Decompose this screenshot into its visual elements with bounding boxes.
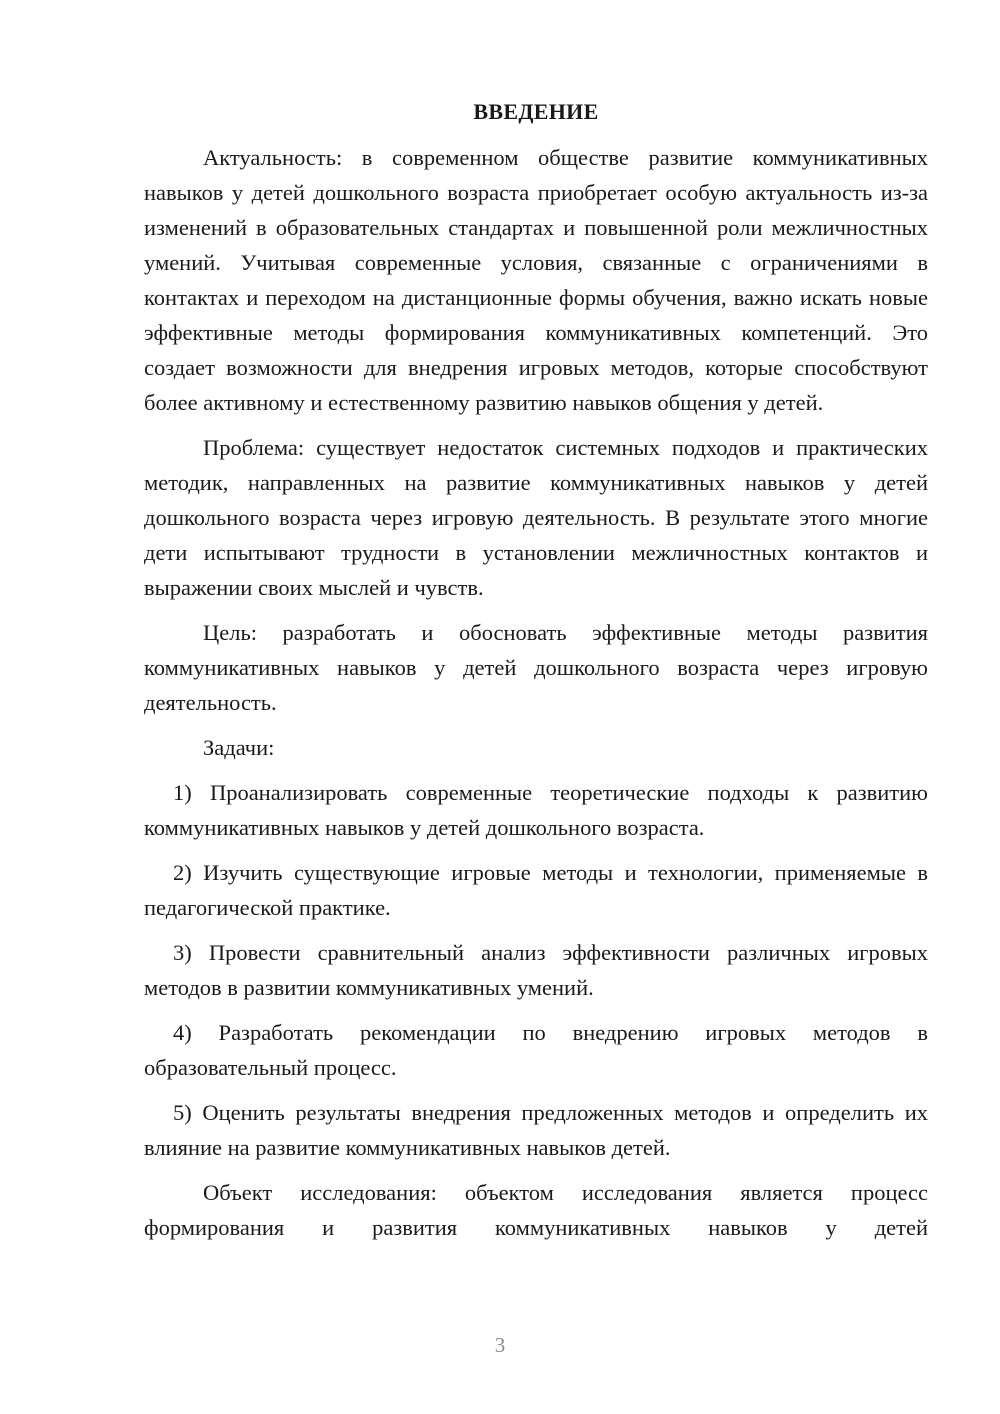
page-number: 3: [494, 1333, 506, 1357]
task-item: 3) Провести сравнительный анализ эффективности различных игровых методов в развитии коммуникативных умений.: [144, 940, 928, 1000]
task-item: 2) Изучить существующие игровые методы и технологии, применяемые в педагогической практике.: [144, 860, 928, 920]
task-item: 4) Разработать рекомендации по внедрению игровых методов в образовательный процесс.: [144, 1020, 928, 1080]
section-title: ВВЕДЕНИЕ: [473, 99, 599, 124]
page-content: [144, 94, 928, 1255]
tasks-heading: Задачи:: [203, 735, 275, 760]
task-item: 1) Проанализировать современные теоретические подходы к развитию коммуникативных навыков у детей дошкольного возраста.: [144, 780, 928, 840]
task-item: 5) Оценить результаты внедрения предложенных методов и определить их влияние на развитие коммуникативных навыков детей.: [144, 1100, 928, 1160]
object-paragraph: Объект исследования: объектом исследования является процесс формирования и развития коммуникативных навыков у детей: [144, 1180, 928, 1240]
relevance-paragraph: Актуальность: в современном обществе развитие коммуникативных навыков у детей дошкольного возраста приобретает особую актуальность из-за изменений в образовательных стандартах и повышенной роли межличностных умений. Учитывая современные условия, связанные с ограничениями в контактах и переходом на дистанционные формы обучения, важно искать новые эффективные методы формирования коммуникативных компетенций. Это создает возможности для внедрения игровых методов, которые способствуют более активному и естественному развитию навыков общения у детей.: [144, 145, 928, 415]
goal-paragraph: Цель: разработать и обосновать эффективные методы развития коммуникативных навыков у детей дошкольного возраста через игровую деятельность.: [144, 620, 928, 715]
problem-paragraph: Проблема: существует недостаток системных подходов и практических методик, направленных на развитие коммуникативных навыков у детей дошкольного возраста через игровую деятельность. В результате этого многие дети испытывают трудности в установлении межличностных контактов и выражении своих мыслей и чувств.: [144, 435, 928, 600]
